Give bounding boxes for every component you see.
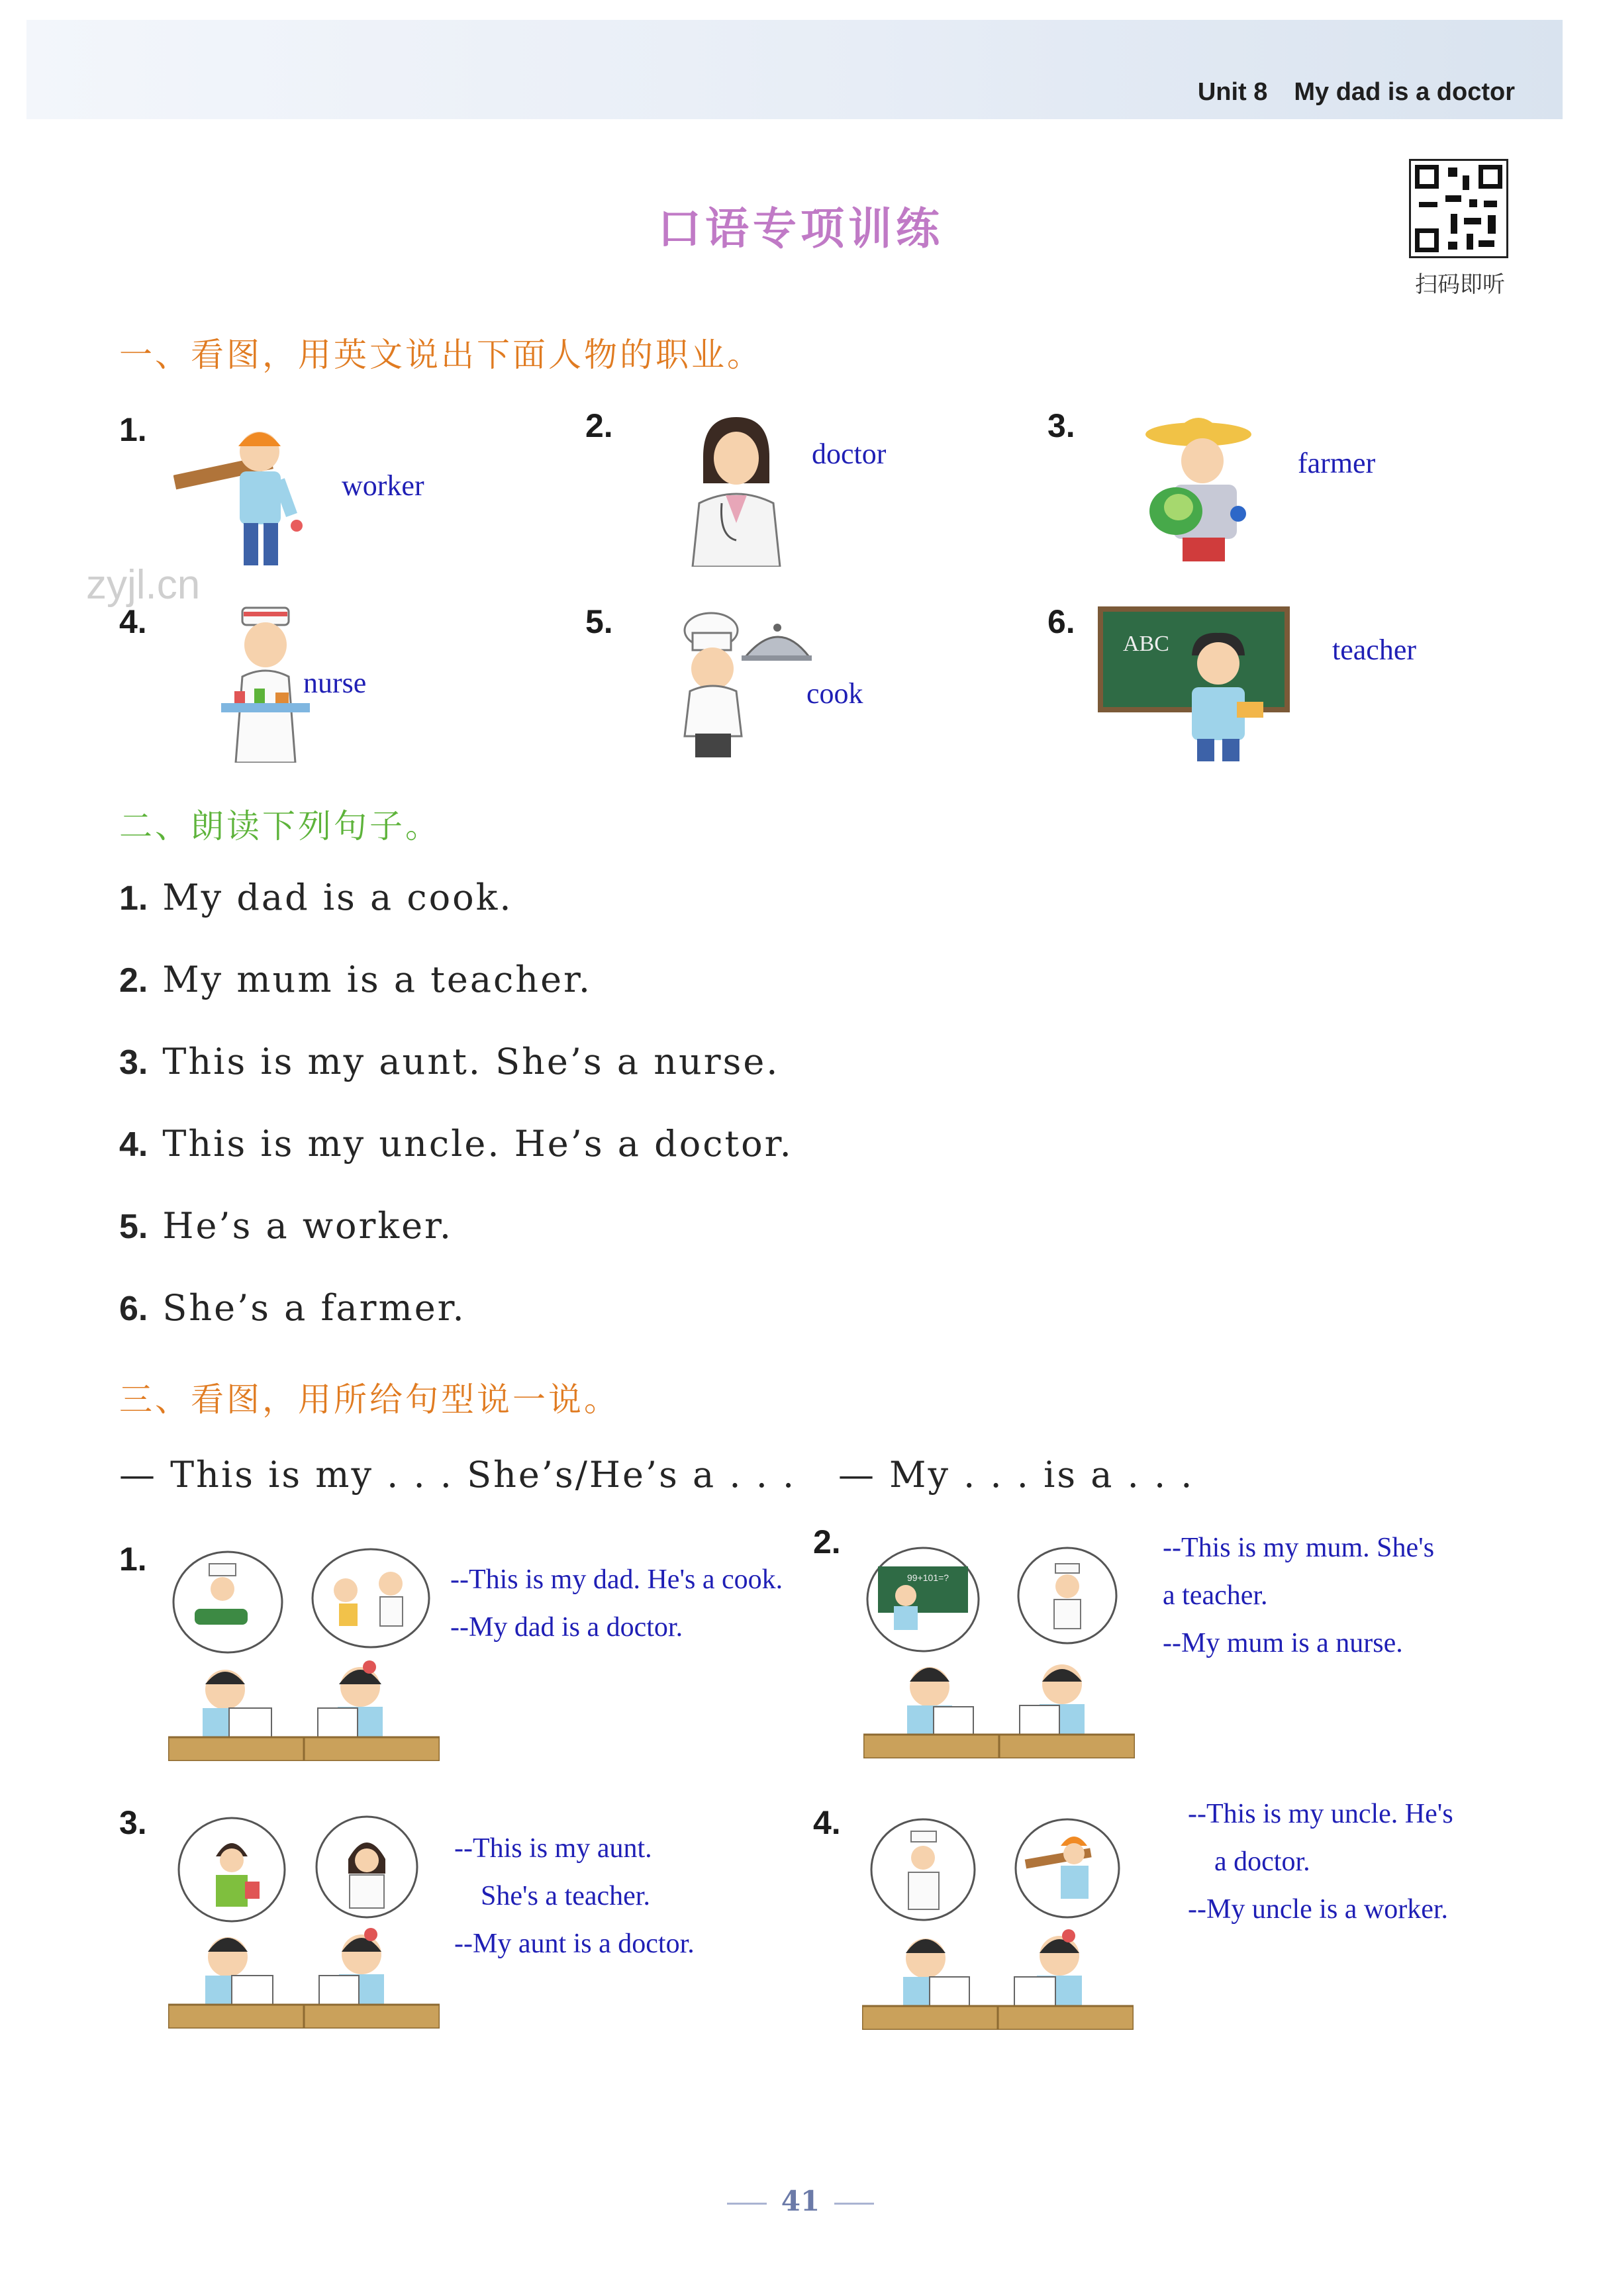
sentence: 2. My mum is a teacher. — [119, 959, 593, 1000]
s3-item-number: 1. — [119, 1541, 147, 1578]
doctor-illustration — [683, 410, 789, 567]
section2-heading: 二、朗读下列句子。 — [119, 807, 441, 845]
s1-item-number: 6. — [1047, 603, 1075, 640]
sentence-pattern: — My . . . is a . . . — [838, 1454, 1194, 1496]
page-number: 41 — [0, 2185, 1601, 2217]
s1-answer: teacher — [1332, 634, 1416, 666]
teacher-illustration — [1165, 629, 1271, 761]
cook-illustration — [673, 610, 812, 763]
page-title: 口语专项训练 — [657, 203, 944, 254]
sentence-pattern: — This is my . . . She’s/He’s a . . . — [119, 1454, 797, 1496]
s3-answer: --This is my uncle. He's a doctor. --My uncle is a worker. — [1188, 1799, 1453, 1925]
sentence: 4. This is my uncle. He’s a doctor. — [119, 1123, 793, 1165]
watermark: zyjl.cn — [86, 562, 201, 608]
s1-answer: farmer — [1298, 447, 1376, 479]
s1-item-number: 3. — [1047, 407, 1075, 444]
scene-dad-cook-illustration — [168, 1543, 440, 1761]
sentence: 6. She’s a farmer. — [119, 1287, 466, 1329]
qr-code-icon[interactable] — [1409, 159, 1508, 258]
s1-answer: doctor — [812, 438, 887, 470]
s1-item-number: 4. — [119, 603, 147, 640]
scene-mum-teacher-illustration — [863, 1540, 1135, 1758]
sentence: 5. He’s a worker. — [119, 1205, 454, 1247]
scene-aunt-teacher-illustration — [168, 1810, 440, 2029]
s3-answer: --This is my aunt. She's a teacher. --My aunt is a doctor. — [454, 1833, 695, 1959]
board-text: 99+101=? — [907, 1572, 949, 1583]
s1-item-number: 2. — [585, 407, 613, 444]
farmer-illustration — [1139, 405, 1258, 563]
sentence: 3. This is my aunt. She’s a nurse. — [119, 1041, 780, 1082]
running-header — [1198, 78, 1515, 107]
section1-heading: 一、看图，用英文说出下面人物的职业。 — [119, 336, 763, 374]
sentence: 1. My dad is a cook. — [119, 877, 513, 918]
board-text: ABC — [1123, 632, 1169, 656]
s1-answer: nurse — [303, 667, 367, 699]
scene-uncle-worker-illustration — [862, 1811, 1134, 2030]
nurse-illustration — [216, 604, 315, 763]
page-number-dash — [834, 2203, 874, 2205]
s1-answer: worker — [342, 469, 424, 502]
s3-answer: --This is my dad. He's a cook. --My dad is a doctor. — [450, 1564, 783, 1643]
unit-title: My dad is a doctor — [1294, 78, 1515, 106]
section3-heading: 三、看图，用所给句型说一说。 — [119, 1380, 620, 1419]
s3-item-number: 2. — [813, 1523, 841, 1560]
s1-item-number: 5. — [585, 603, 613, 640]
s3-answer: --This is my mum. She's a teacher. --My mum is a nurse. — [1163, 1533, 1435, 1658]
s3-item-number: 4. — [813, 1804, 841, 1841]
unit-label: Unit 8 — [1197, 78, 1268, 106]
s3-item-number: 3. — [119, 1804, 147, 1841]
qr-caption: 扫码即听 — [1415, 271, 1505, 298]
s1-item-number: 1. — [119, 411, 147, 448]
worker-illustration — [173, 405, 346, 571]
page-number-dash — [727, 2203, 767, 2205]
s1-answer: cook — [806, 677, 863, 710]
